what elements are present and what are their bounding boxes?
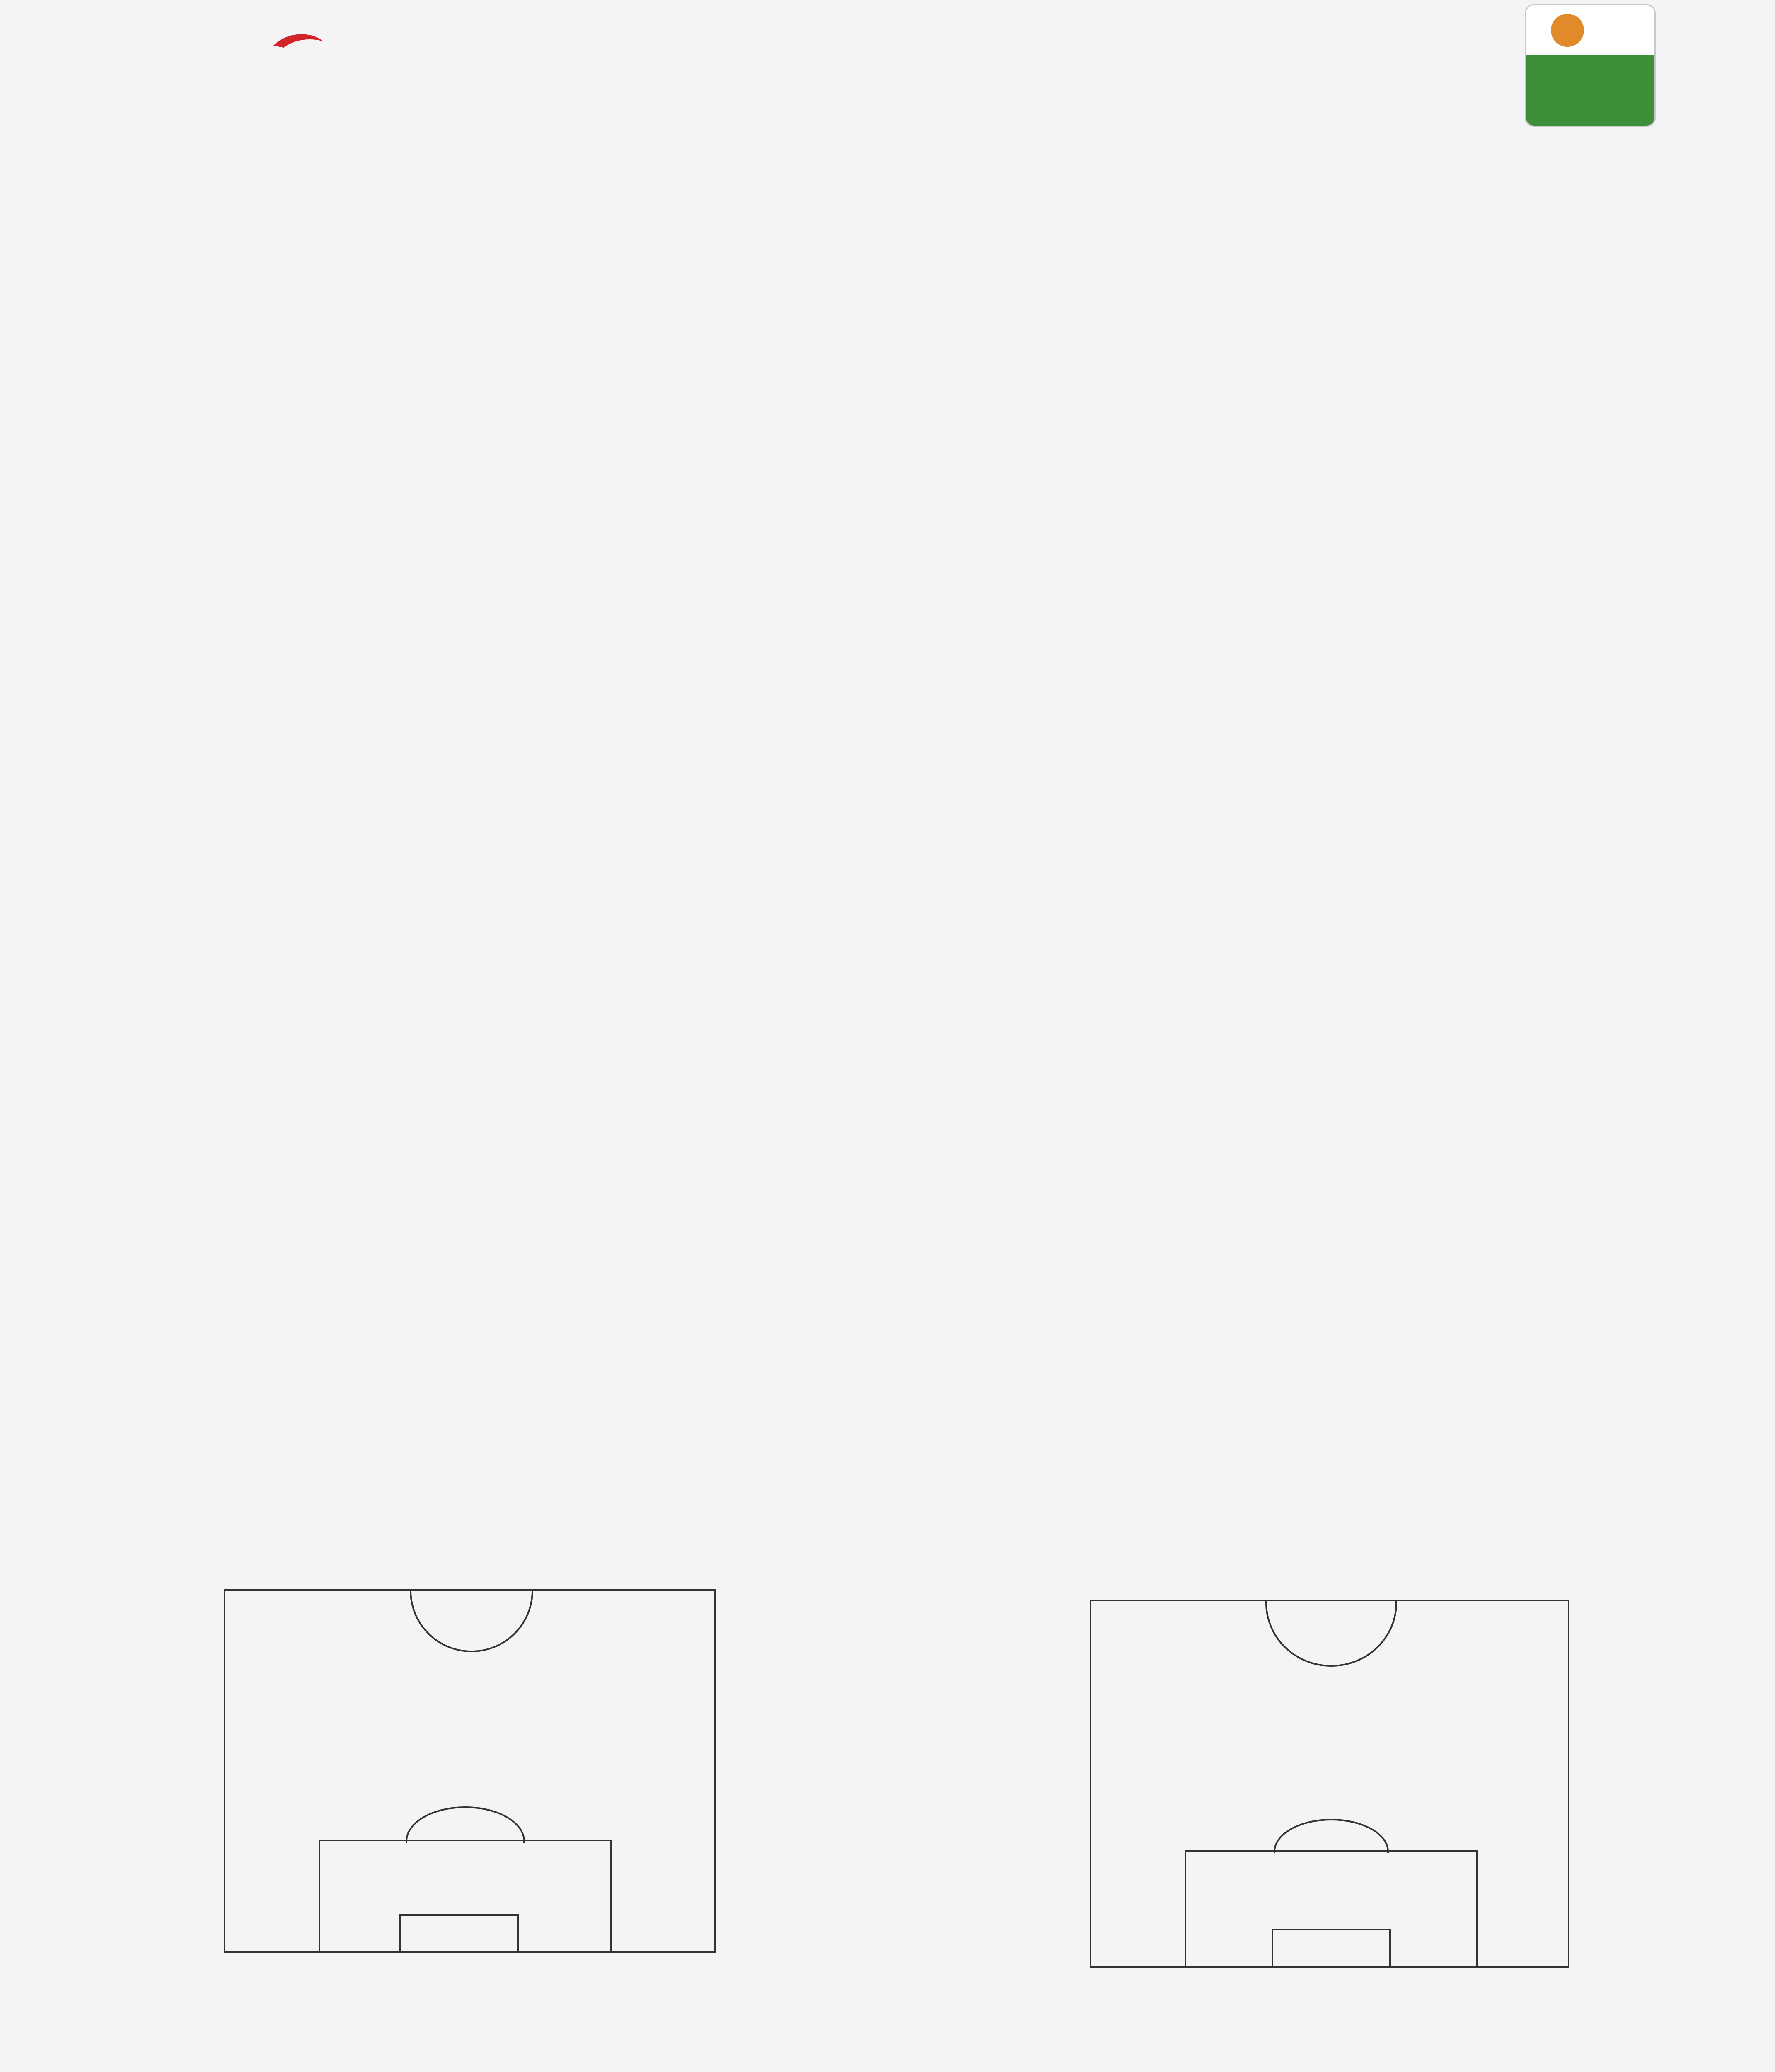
away-formation-pitch bbox=[1090, 1600, 1569, 1968]
center-circle-arc bbox=[1265, 1539, 1397, 1667]
ball-icon bbox=[1551, 14, 1584, 47]
goal-box bbox=[1272, 1929, 1391, 1968]
center-circle-arc bbox=[410, 1529, 533, 1652]
home-formation-pitch bbox=[224, 1589, 716, 1953]
csl-logo bbox=[1525, 4, 1656, 127]
goal-box bbox=[399, 1914, 519, 1953]
cfl-logo bbox=[244, 29, 377, 91]
